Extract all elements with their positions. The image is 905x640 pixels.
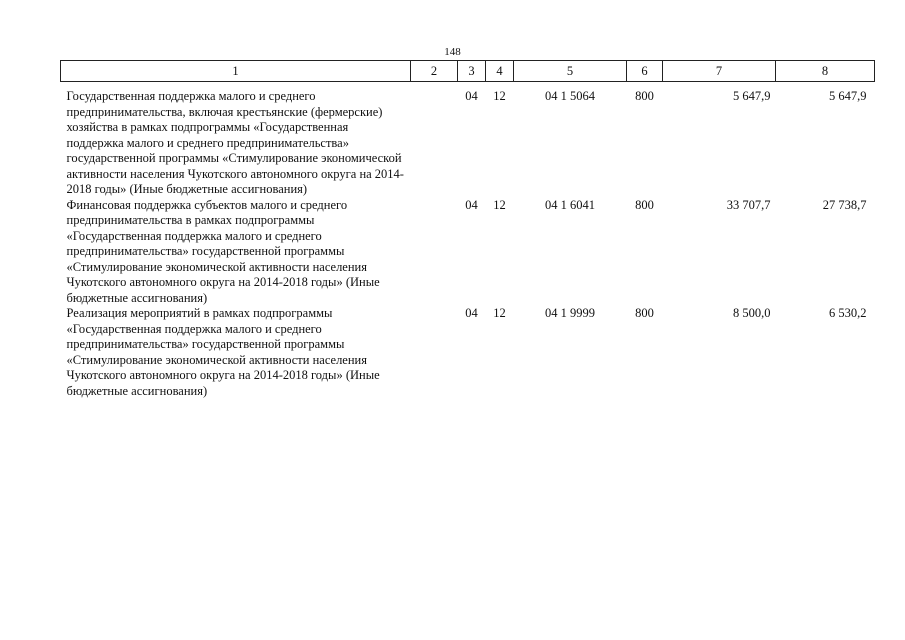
- row-section: 04: [465, 306, 478, 320]
- row-col2: [411, 306, 458, 399]
- row-section: 04: [465, 197, 478, 212]
- page-number: 148: [444, 46, 461, 58]
- row-section: 04: [465, 89, 478, 103]
- row-amount-1: 33 707,7: [726, 197, 771, 212]
- table-row: [61, 306, 875, 399]
- header-col-6: 6: [627, 61, 663, 82]
- header-col-7: 7: [663, 61, 776, 82]
- row-amount-2: 6 530,2: [829, 306, 867, 320]
- row-subsection: 12: [493, 89, 506, 103]
- row-col2: [411, 82, 458, 198]
- row-subsection: 12: [493, 197, 506, 212]
- row-description: Государственная поддержка малого и среднего предпринимательства, включая крестьянские (фермерские) хозяйства в рамках подпрограммы «Государственная поддержка малого и среднего предпринимательства» государственной программы «Стимулирование экономической активности населения Чукотского автономного округа на 2014-2018 годы» (Иные бюджетные ассигнования): [66, 89, 404, 196]
- row-description: Финансовая поддержка субъектов малого и среднего предпринимательства в рамках подпрограммы «Государственная поддержка малого и среднего предпринимательства» государственной программы «Стимулирование экономической активности населения Чукотского автономного округа на 2014-2018 годы» (Иные бюджетные ассигнования): [66, 197, 380, 305]
- row-col2: [411, 198, 458, 307]
- row-description: Реализация мероприятий в рамках подпрограммы «Государственная поддержка малого и среднего предпринимательства» государственной программы «Стимулирование экономической активности населения Чукотского автономного округа на 2014-2018 годы» (Иные бюджетные ассигнования): [66, 306, 380, 398]
- table-row: [61, 82, 875, 198]
- row-expense-type: 800: [635, 197, 654, 212]
- header-col-4: 4: [486, 61, 514, 82]
- header-col-3: 3: [458, 61, 486, 82]
- row-target-article: 04 1 5064: [545, 89, 595, 103]
- header-col-8: 8: [776, 61, 875, 82]
- header-col-5: 5: [514, 61, 627, 82]
- row-expense-type: 800: [635, 306, 654, 320]
- row-target-article: 04 1 9999: [545, 306, 595, 320]
- budget-table: [60, 60, 875, 399]
- row-amount-1: 5 647,9: [733, 89, 771, 103]
- row-target-article: 04 1 6041: [545, 197, 595, 212]
- header-col-2: 2: [411, 61, 458, 82]
- row-subsection: 12: [493, 306, 506, 320]
- row-amount-1: 8 500,0: [733, 306, 771, 320]
- row-amount-2: 27 738,7: [822, 197, 867, 212]
- row-amount-2: 5 647,9: [829, 89, 867, 103]
- header-row: [61, 61, 875, 82]
- row-expense-type: 800: [635, 89, 654, 103]
- table-row: [61, 198, 875, 307]
- header-col-1: 1: [61, 61, 411, 82]
